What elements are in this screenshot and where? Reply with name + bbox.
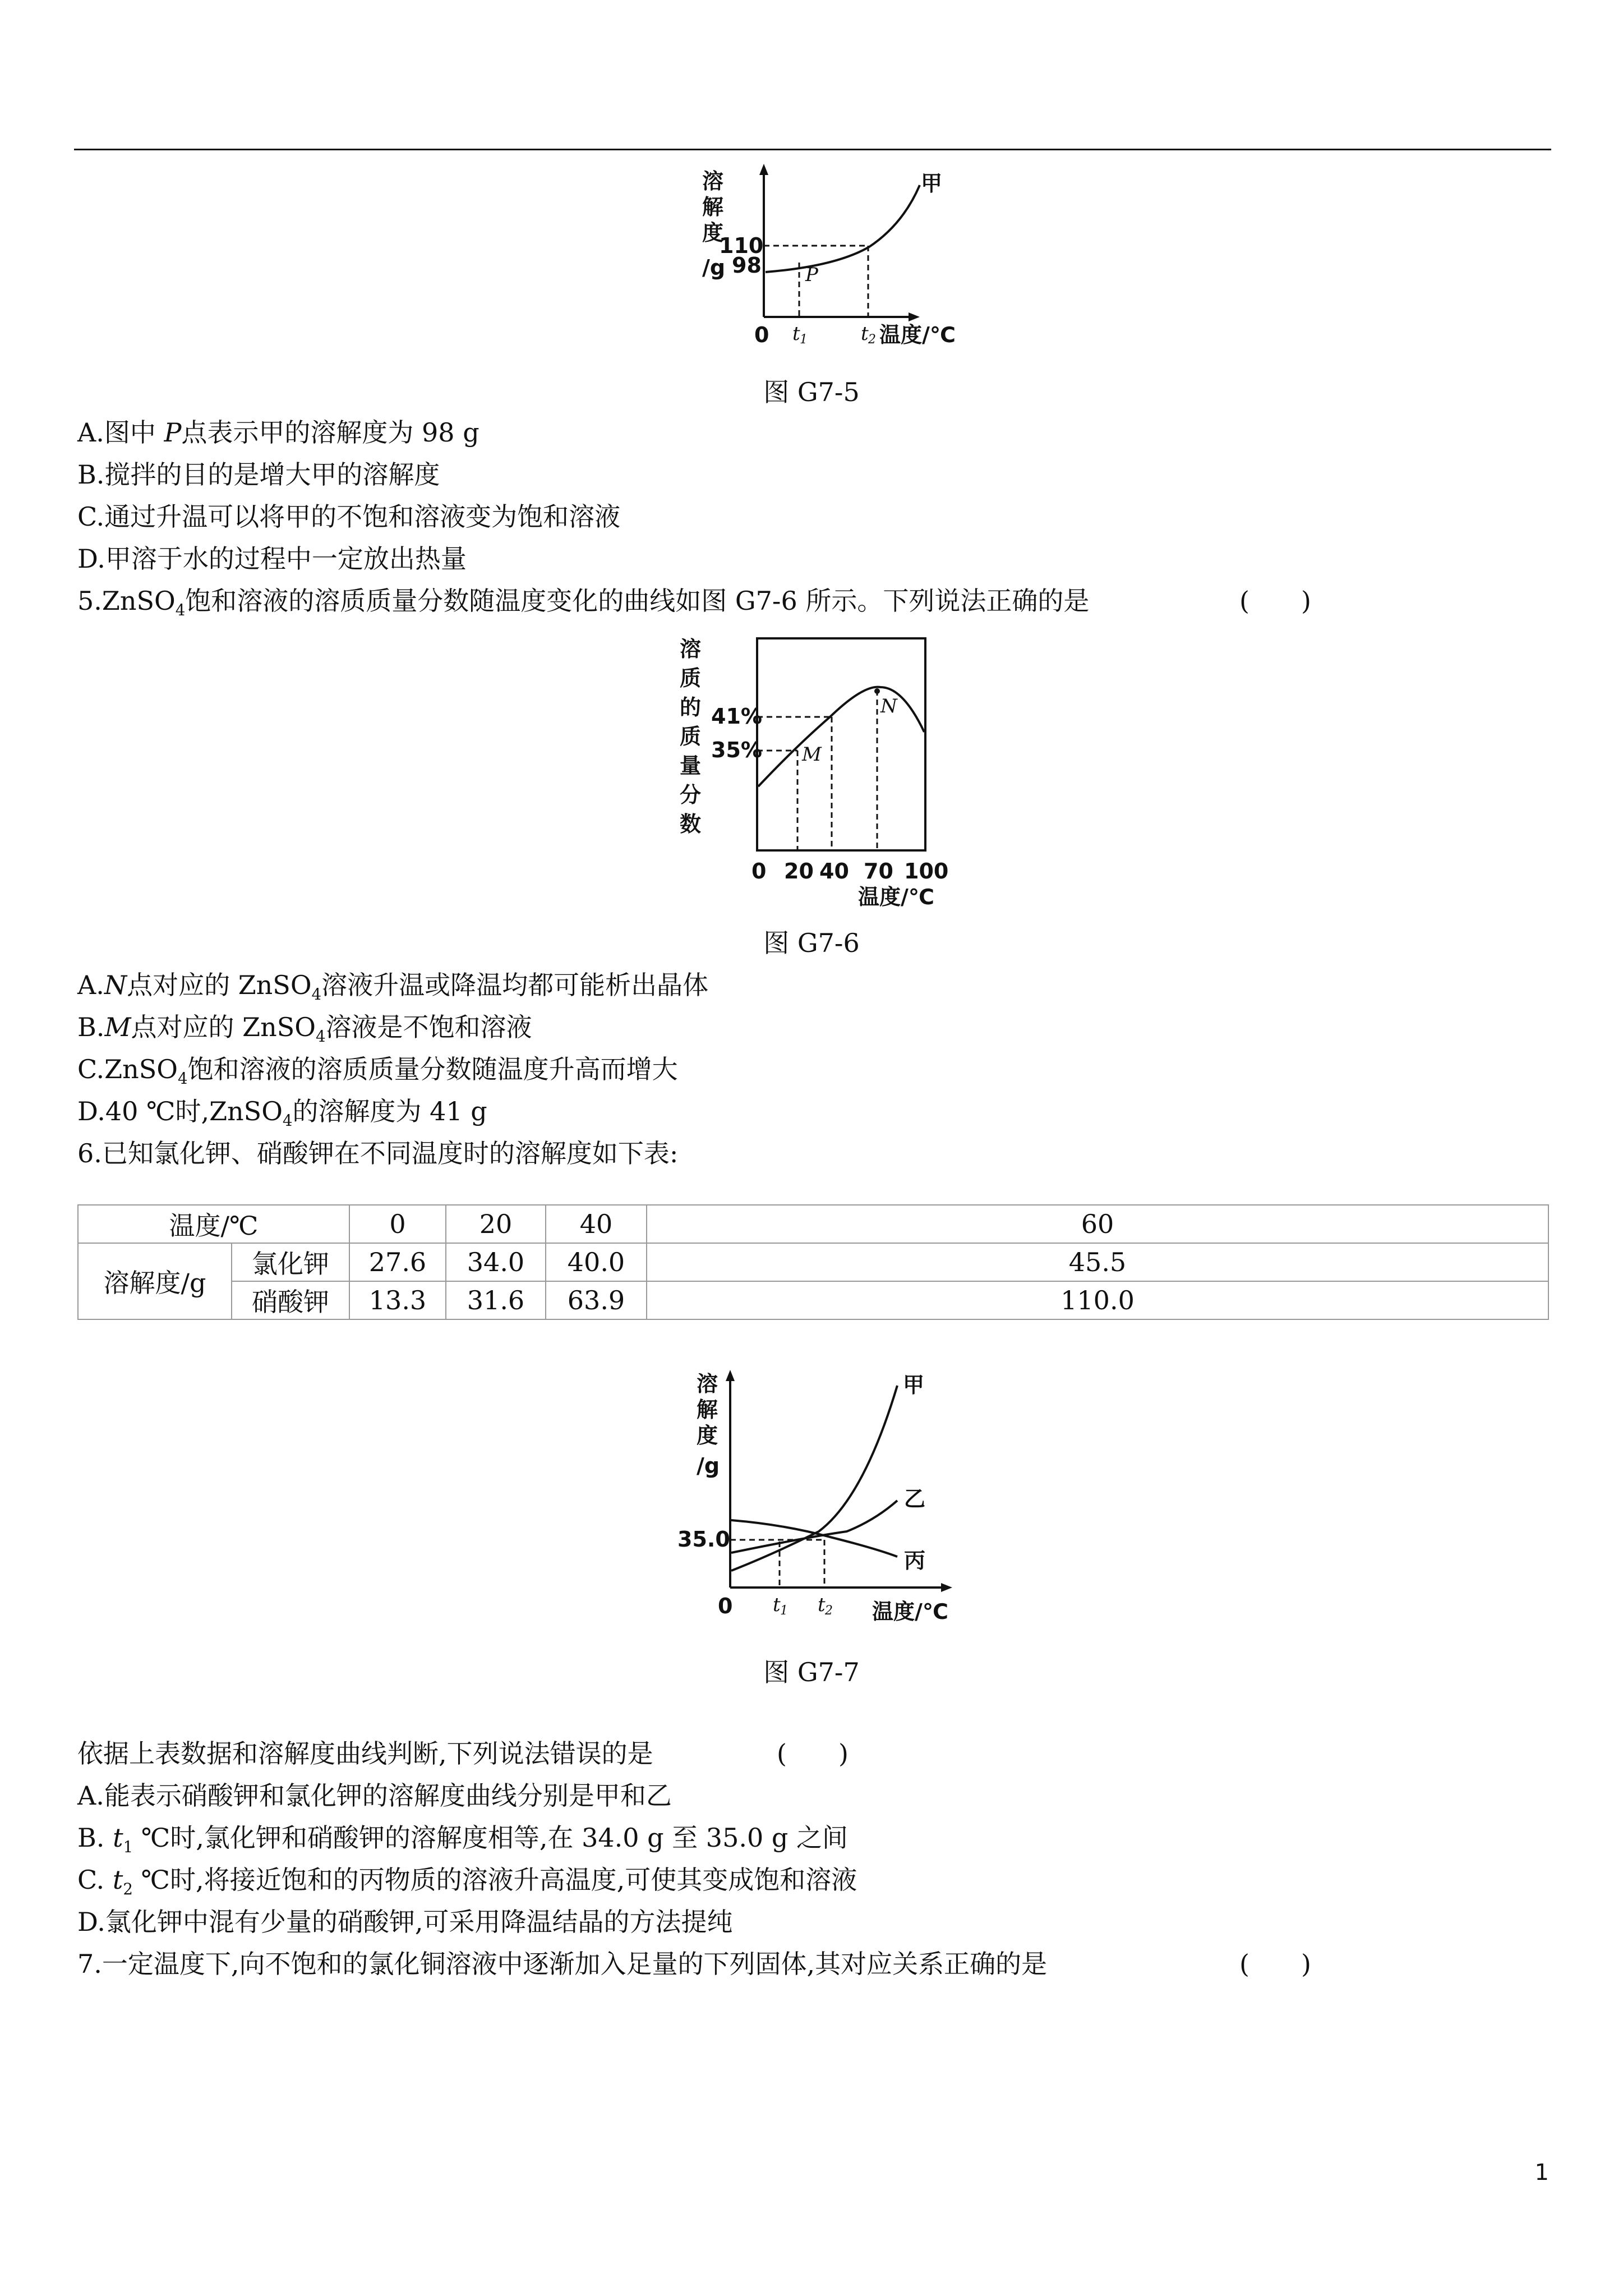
- q6-option-a: A.能表示硝酸钾和氯化钾的溶解度曲线分别是甲和乙: [77, 1780, 672, 1811]
- svg-text:质: 质: [680, 666, 702, 691]
- x-t2-sub: 2: [868, 333, 876, 347]
- q4-option-d: D.甲溶于水的过程中一定放出热量: [77, 544, 467, 574]
- x-axis-label: 温度/℃: [872, 1599, 948, 1624]
- curve-label-bing: 丙: [904, 1548, 926, 1573]
- mass-fraction-chart-g7-6: [673, 634, 987, 909]
- q5-option-b: B.M点对应的 ZnSO$_4$溶液是不饱和溶液: [77, 1012, 532, 1046]
- xtick-100: 100: [904, 859, 949, 884]
- table-cell: 40.0: [546, 1243, 647, 1281]
- table-header-cell: 60: [647, 1205, 1548, 1243]
- ytick-98: 98: [732, 253, 762, 278]
- table-cell: 63.9: [546, 1281, 647, 1319]
- x-origin: 0: [754, 323, 769, 347]
- q5-stem: 5.ZnSO$_4$饱和溶液的溶质质量分数随温度变化的曲线如图 G7-6 所示。下列说法正确的是: [77, 586, 1090, 620]
- ytick-110: 110: [719, 233, 764, 258]
- ylabel-char: 度: [702, 220, 724, 245]
- point-n: [874, 688, 880, 694]
- q6-answer-paren[interactable]: ( ): [777, 1738, 849, 1769]
- x-origin: 0: [718, 1594, 733, 1618]
- figure-caption-g7-5: 图 G7-5: [763, 377, 860, 407]
- point-p-label: P: [805, 264, 818, 286]
- curve-jia: [766, 185, 920, 272]
- xtick-40: 40: [819, 859, 849, 884]
- curve-label-yi: 乙: [904, 1487, 926, 1511]
- xtick-70: 70: [864, 859, 893, 884]
- svg-text:/g: /g: [697, 1453, 720, 1478]
- table-header-cell: 40: [546, 1205, 647, 1243]
- curve-label-jia: 甲: [903, 1373, 925, 1397]
- x-axis-label: 温度/℃: [879, 323, 956, 347]
- q5-option-a: A.N点对应的 ZnSO$_4$溶液升温或降温均都可能析出晶体: [77, 970, 709, 1004]
- ytick-41: 41%: [711, 704, 762, 729]
- table-cell: 13.3: [349, 1281, 446, 1319]
- table-cell: 34.0: [446, 1243, 546, 1281]
- svg-text:量: 量: [680, 753, 702, 778]
- xtick-0: 0: [751, 859, 767, 884]
- x-t1: t: [773, 1594, 781, 1616]
- q5-option-d: D.40 ℃时,ZnSO$_4$的溶解度为 41 g: [77, 1096, 487, 1130]
- table-row-name: 硝酸钾: [232, 1281, 349, 1319]
- xtick-20: 20: [784, 859, 814, 884]
- x-axis-label: 温度/℃: [858, 885, 934, 909]
- y-axis-label: [702, 169, 725, 280]
- ylabel-char: 溶: [702, 169, 724, 194]
- y-axis-label: [680, 637, 701, 836]
- ytick-35: 35.0: [677, 1527, 730, 1552]
- q4-option-a: A.图中 P点表示甲的溶解度为 98 g: [77, 417, 479, 448]
- table-group-label: 溶解度/g: [78, 1243, 232, 1319]
- q7-stem: 7.一定温度下,向不饱和的氯化铜溶液中逐渐加入足量的下列固体,其对应关系正确的是: [77, 1949, 1048, 1979]
- svg-text:溶: 溶: [680, 637, 702, 661]
- curve-label-jia: 甲: [921, 171, 943, 196]
- svg-text:数: 数: [680, 812, 702, 836]
- table-cell: 31.6: [446, 1281, 546, 1319]
- x-axis-arrow: [909, 312, 920, 321]
- q5-option-c: C.ZnSO$_4$饱和溶液的溶质质量分数随温度升高而增大: [77, 1054, 678, 1088]
- table-row: [78, 1243, 1548, 1281]
- plot-frame: [757, 638, 925, 850]
- solubility-chart-g7-7: [662, 1369, 953, 1632]
- x-t2: t: [861, 323, 869, 345]
- table-row: [78, 1281, 1548, 1319]
- table-row: [78, 1205, 1548, 1243]
- curve-yi: [731, 1501, 897, 1553]
- x-t1-sub: 1: [780, 1604, 788, 1618]
- svg-text:的: 的: [680, 695, 702, 720]
- table-header-cell: 温度/℃: [78, 1205, 349, 1243]
- figure-g7-6: [673, 634, 987, 909]
- table-cell: 27.6: [349, 1243, 446, 1281]
- q7-answer-paren[interactable]: ( ): [1239, 1949, 1311, 1979]
- x-t2: t: [818, 1594, 826, 1616]
- x-t1-sub: 1: [800, 333, 808, 347]
- point-n-label: N: [880, 695, 897, 717]
- curve-jia: [731, 1386, 897, 1571]
- q6-option-d: D.氯化钾中混有少量的硝酸钾,可采用降温结晶的方法提纯: [77, 1907, 733, 1937]
- svg-text:质: 质: [680, 724, 702, 749]
- x-t1: t: [792, 323, 800, 345]
- figure-caption-g7-6: 图 G7-6: [763, 928, 860, 958]
- svg-text:分: 分: [680, 783, 702, 807]
- table-header-cell: 20: [446, 1205, 546, 1243]
- q5-answer-paren[interactable]: ( ): [1239, 586, 1311, 616]
- figure-g7-7: [662, 1369, 953, 1635]
- q6-option-c: C. $t_2$ ℃时,将接近饱和的丙物质的溶液升高温度,可使其变成饱和溶液: [77, 1865, 857, 1899]
- table-cell: 45.5: [647, 1243, 1548, 1281]
- point-m-label: M: [802, 743, 822, 766]
- fraction-curve: [758, 687, 924, 786]
- y-axis-label: [697, 1372, 720, 1478]
- x-t2-sub: 2: [825, 1604, 833, 1618]
- ylabel-char: /g: [702, 255, 726, 280]
- y-axis-arrow: [726, 1370, 735, 1381]
- q4-option-c: C.通过升温可以将甲的不饱和溶液变为饱和溶液: [77, 501, 621, 532]
- y-axis-arrow: [759, 164, 768, 175]
- q6-stem: 6.已知氯化钾、硝酸钾在不同温度时的溶解度如下表:: [77, 1138, 679, 1168]
- ytick-35: 35%: [711, 738, 762, 762]
- q6-question: 依据上表数据和溶解度曲线判断,下列说法错误的是: [77, 1738, 653, 1769]
- ylabel-char: 解: [702, 195, 724, 219]
- svg-text:度: 度: [697, 1423, 718, 1448]
- svg-text:解: 解: [697, 1397, 718, 1422]
- solubility-table: [77, 1204, 1549, 1320]
- page-number: 1: [1534, 2160, 1549, 2185]
- q4-option-b: B.搅拌的目的是增大甲的溶解度: [77, 459, 440, 490]
- table-row-name: 氯化钾: [232, 1243, 349, 1281]
- q6-option-b: B. $t_1$ ℃时,氯化钾和硝酸钾的溶解度相等,在 34.0 g 至 35.0 g 之间: [77, 1823, 848, 1857]
- table-header-cell: 0: [349, 1205, 446, 1243]
- svg-text:溶: 溶: [697, 1372, 718, 1396]
- figure-caption-g7-7: 图 G7-7: [763, 1657, 860, 1687]
- x-axis-arrow: [941, 1583, 952, 1592]
- figure-g7-5: [690, 163, 956, 356]
- top-rule: [74, 149, 1551, 150]
- curve-bing: [731, 1520, 897, 1557]
- table-cell: 110.0: [647, 1281, 1548, 1319]
- solubility-chart-g7-5: [690, 163, 956, 353]
